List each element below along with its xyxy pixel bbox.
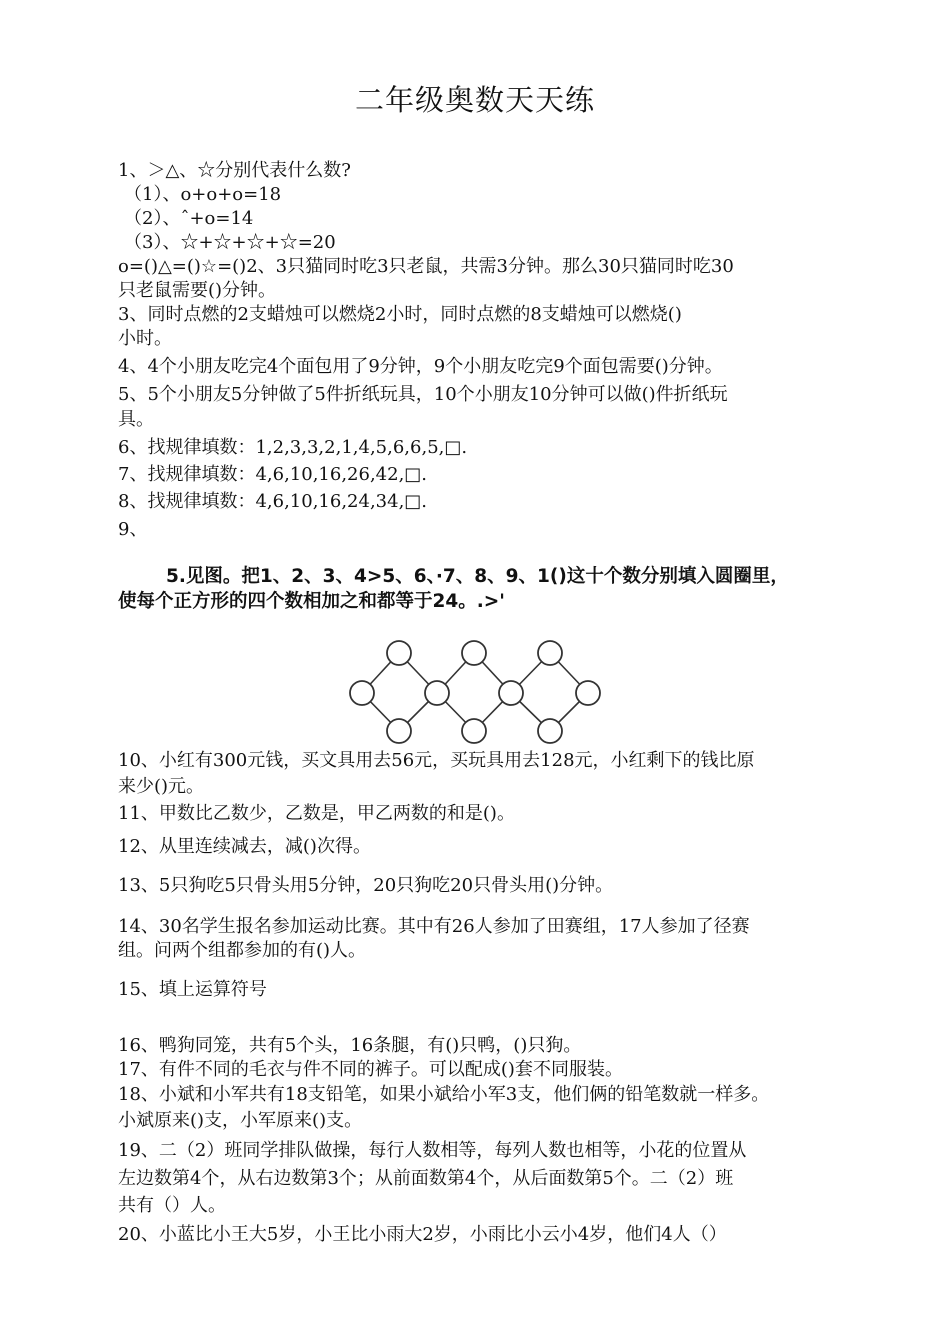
circle-4 xyxy=(425,681,449,705)
question-17: 17、有件不同的毛衣与件不同的裤子。可以配成()套不同服装。 xyxy=(118,1059,623,1080)
question-6: 6、找规律填数：1,2,3,3,2,1,4,5,6,6,5,□. xyxy=(118,437,468,458)
circle-8 xyxy=(538,641,562,665)
question-1-part-1: （1）、o+o+o=18 xyxy=(124,184,282,205)
circle-square-diagram xyxy=(340,636,610,746)
question-20: 20、小蓝比小王大5岁，小王比小雨大2岁，小雨比小云小4岁，他们4人（） xyxy=(118,1224,727,1245)
question-11: 11、甲数比乙数少，乙数是，甲乙两数的和是()。 xyxy=(118,803,515,824)
question-2-line-1: o=()△=()☆=()2、3只猫同时吃3只老鼠，共需3分钟。那么30只猫同时吃30 xyxy=(118,256,734,277)
circle-3 xyxy=(387,719,411,743)
question-9-text-line-1: 5.见图。把1、2、3、4>5、6、·7、8、9、1()这十个数分别填入圆圈里， xyxy=(166,566,789,587)
question-1-part-3: （3）、☆+☆+☆+☆=20 xyxy=(124,232,336,253)
question-10-line-2: 来少()元。 xyxy=(118,776,205,797)
question-14-line-1: 14、30名学生报名参加运动比赛。其中有26人参加了田赛组，17人参加了径赛 xyxy=(118,916,750,937)
question-10-line-1: 10、小红有300元钱，买文具用去56元，买玩具用去128元，小红剩下的钱比原 xyxy=(118,750,755,771)
question-19-line-2: 左边数第4个，从右边数第3个；从前面数第4个，从后面数第5个。二（2）班 xyxy=(118,1168,734,1189)
question-1-part-2: （2）、ˆ+o=14 xyxy=(124,208,254,229)
circle-7 xyxy=(499,681,523,705)
question-7: 7、找规律填数：4,6,10,16,26,42,□. xyxy=(118,464,428,485)
question-18-line-1: 18、小斌和小军共有18支铅笔，如果小斌给小军3支，他们俩的铅笔数就一样多。 xyxy=(118,1084,770,1105)
question-4: 4、4个小朋友吃完4个面包用了9分钟，9个小朋友吃完9个面包需要()分钟。 xyxy=(118,356,723,377)
circle-2 xyxy=(387,641,411,665)
question-5-line-1: 5、5个小朋友5分钟做了5件折纸玩具，10个小朋友10分钟可以做()件折纸玩 xyxy=(118,384,728,405)
question-19-line-3: 共有（）人。 xyxy=(118,1195,226,1216)
question-13: 13、5只狗吃5只骨头用5分钟，20只狗吃20只骨头用()分钟。 xyxy=(118,875,614,896)
question-9-text-line-2: 使每个正方形的四个数相加之和都等于24。.>' xyxy=(118,591,505,612)
question-1: 1、＞△、☆分别代表什么数? xyxy=(118,160,351,181)
question-9: 9、 xyxy=(118,519,148,540)
question-16: 16、鸭狗同笼，共有5个头，16条腿，有()只鸭，()只狗。 xyxy=(118,1035,582,1056)
question-18-line-2: 小斌原来()支，小军原来()支。 xyxy=(118,1110,363,1131)
question-2-line-2: 只老鼠需要()分钟。 xyxy=(118,280,277,301)
question-3-line-2: 小时。 xyxy=(118,328,172,349)
circle-1 xyxy=(350,681,374,705)
question-14-line-2: 组。问两个组都参加的有()人。 xyxy=(118,940,367,961)
circle-5 xyxy=(462,641,486,665)
question-5-line-2: 具。 xyxy=(118,409,154,430)
question-8: 8、找规律填数：4,6,10,16,24,34,□. xyxy=(118,491,428,512)
question-19-line-1: 19、二（2）班同学排队做操，每行人数相等，每列人数也相等，小花的位置从 xyxy=(118,1140,747,1161)
circle-9 xyxy=(538,719,562,743)
question-3-line-1: 3、同时点燃的2支蜡烛可以燃烧2小时，同时点燃的8支蜡烛可以燃烧() xyxy=(118,304,682,325)
page-title: 二年级奥数天天练 xyxy=(354,83,595,117)
question-12: 12、从里连续减去，减()次得。 xyxy=(118,836,371,857)
circle-6 xyxy=(462,719,486,743)
circle-10 xyxy=(576,681,600,705)
question-15: 15、填上运算符号 xyxy=(118,979,267,1000)
